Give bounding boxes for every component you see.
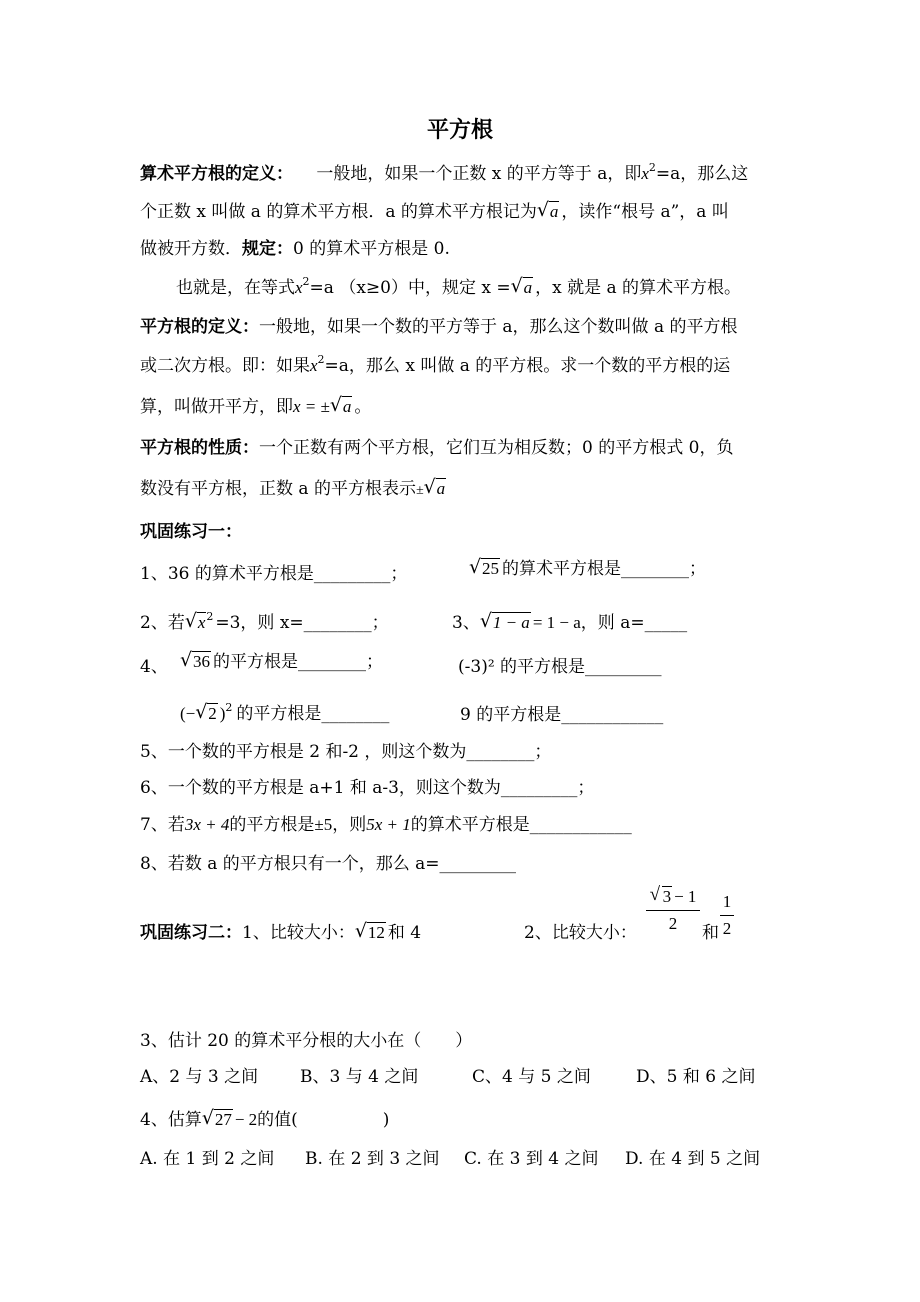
ex1-q4d: (− √ 2 )$^2$ 的平方根是________ [180,701,390,724]
ex1-q5: 5、一个数的平方根是 2 和-2 ，则这个数为________； [140,742,552,762]
def2-line2: 或二次方根。即：如果$x^2=a$，那么 x 叫做 a 的平方根。求一个数的平方根的运 [140,353,731,376]
sqrt-1-minus-a: √ 1 − a [479,610,530,632]
sqrt-3: √ 3 [649,884,672,906]
ex1-heading: 巩固练习一： [140,522,242,542]
def2-line3: 算，叫做开平方，即x = ± √ a 。 [140,394,372,417]
ex1-q7: 7、若3x + 4的平方根是±5，则5x + 1的算术平方根是____________ [140,815,632,835]
ex1-q4c: (-3)² 的平方根是_________ [458,657,662,677]
sqrt-36: √ 36 [180,649,210,671]
ex1-q2: 2、若 √ $x^2 =3$，则 x=________； [140,612,389,636]
ex2-q3-option-c: C、4 与 5 之间 [472,1067,591,1087]
ex2-q3-option-b: B、3 与 4 之间 [300,1067,419,1087]
ex1-q4e: 9 的平方根是____________ [460,705,664,725]
ex2-heading: 巩固练习二： [140,923,242,943]
ex2-q4-option-d: D. 在 4 到 5 之间 [625,1149,761,1169]
ex2-q1: 巩固练习二：1、比较大小： √ 12 和 4 [140,920,422,943]
sqrt-a: √ a [423,476,446,498]
sqrt-12: √ 12 [354,920,385,942]
sqrt-a: √ a [536,199,559,221]
def1-line1: 算术平方根的定义： 一般地，如果一个正数 x 的平方等于 a，即$x^2=a$，那么这 [140,161,749,184]
ex1-q6: 6、一个数的平方根是 a+1 和 a-3，则这个数为_________； [140,778,595,798]
fraction-1-over-2: 1 2 [720,891,734,940]
ex2-q2-text: 2、比较大小： [524,923,637,943]
prop-line2: 数没有平方根，正数 a 的平方根表示± √ a [140,476,446,499]
ex1-q1a: 1、36 的算术平方根是_________； [140,564,408,584]
sqrt-a: √ a [510,275,533,297]
ex1-q4-label: 4、 [140,657,168,677]
prop-line1: 平方根的性质：一个正数有两个平方根，它们互为相反数；0 的平方根式 0，负 [140,438,734,458]
ex2-q3-option-d: D、5 和 6 之间 [636,1067,756,1087]
ex2-q4: 4、估算 √ 27 − 2的值( ) [140,1107,390,1130]
def1-line3: 做被开方数．规定：0 的算术平方根是 0. [140,239,450,259]
sqrt-a: √ a [329,394,352,416]
fraction-sqrt3-minus1-over-2: √ 3 − 1 2 [646,886,700,935]
ex2-q4-option-c: C. 在 3 到 4 之间 [464,1149,599,1169]
sqrt-x-squared: √ $x^2$ [184,610,214,632]
def1-line2: 个正数 x 叫做 a 的算术平方根．a 的算术平方根记为 √ a ，读作“根号 a”，a 叫 [140,199,729,222]
para2-line: 也就是，在等式$x^2=a$ （x≥0）中，规定 x = √ a ，x 就是 a 的算术平方根。 [176,275,742,298]
def1-label: 算术平方根的定义： [140,164,293,184]
def2-label: 平方根的定义： [140,317,259,337]
sqrt-25: √ 25 [469,556,499,578]
ex1-q8: 8、若数 a 的平方根只有一个，那么 a=_________ [140,854,517,874]
ex1-q3: 3、 √ 1 − a = 1 − a，则 a=_____ [452,610,688,633]
def2-line1: 平方根的定义：一般地，如果一个数的平方等于 a，那么这个数叫做 a 的平方根 [140,317,738,337]
ex2-q4-option-a: A. 在 1 到 2 之间 [140,1149,275,1169]
ex1-q4: √ 36 的平方根是________； [180,649,383,672]
ex1-q1b: √ 25 的算术平方根是________； [469,556,706,579]
page-title: 平方根 [426,117,493,143]
sqrt-27: √ 27 [201,1107,232,1129]
ex2-q3-option-a: A、2 与 3 之间 [140,1067,259,1087]
prop-label: 平方根的性质： [140,438,259,458]
sqrt-2: √ 2 [195,701,217,723]
ex2-q3: 3、估计 20 的算术平分根的大小在（ ） [140,1031,473,1051]
ex2-q4-option-b: B. 在 2 到 3 之间 [305,1149,440,1169]
ex2-q2-and: 和 [702,923,719,943]
